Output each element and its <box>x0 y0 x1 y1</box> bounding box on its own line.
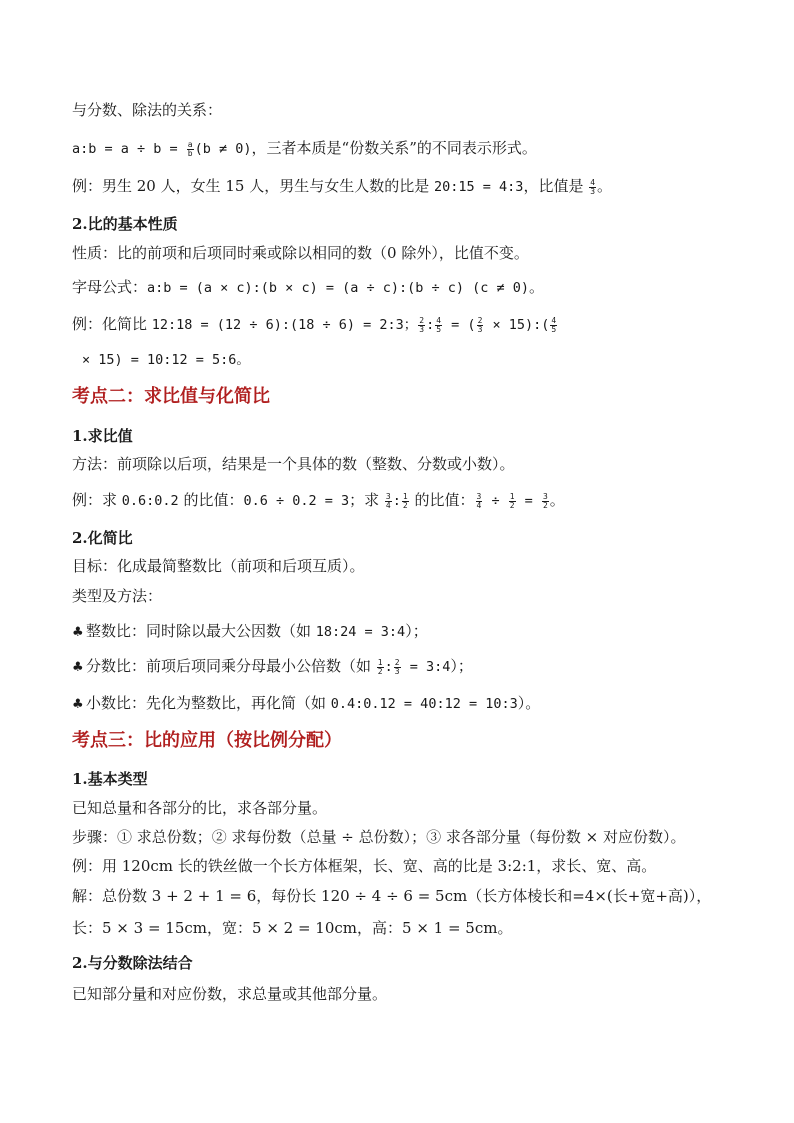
fraction: $\frac{3}{4}$ <box>385 491 391 510</box>
goal-text: 目标：化成最简整数比（前项和后项互质）。 <box>72 557 365 575</box>
fraction: $\frac{1}{2}$ <box>377 657 383 676</box>
fraction: $\frac{2}{3}$ <box>419 315 425 334</box>
simplify-example-cont: × 15) = 10:12 = 5:6。 <box>82 352 250 368</box>
desc-text: 已知总量和各部分的比，求各部分量。 <box>72 799 328 817</box>
section-heading: 2.与分数除法结合 <box>72 954 193 972</box>
relation-example: 例：男生 20 人，女生 15 人，男生与女生人数的比是 20:15 = 4:3，比值是 $\frac{4}{3}$ 。 <box>72 177 613 196</box>
relation-title: 与分数、除法的关系： <box>72 101 223 119</box>
solution-text: 解：总份数 3 + 2 + 1 = 6，每份长 120 ÷ 4 ÷ 6 = 5cm（长方体棱长和=4×(长+宽+高)）， <box>72 887 712 905</box>
club-bullet-icon: ♣ <box>72 660 84 675</box>
section-heading: 1.求比值 <box>72 427 133 445</box>
property-text: 性质：比的前项和后项同时乘或除以相同的数（0 除外），比值不变。 <box>72 244 529 262</box>
fraction: $\frac{3}{4}$ <box>476 491 482 510</box>
fraction: $\frac{1}{2}$ <box>402 491 408 510</box>
club-bullet-icon: ♣ <box>72 625 84 640</box>
list-item: ♣ 小数比：先化为整数比，再化简（如 0.4:0.12 = 40:12 = 10:3）。 <box>72 693 540 715</box>
desc-text: 已知部分量和对应份数，求总量或其他部分量。 <box>72 985 388 1003</box>
topic-heading: 考点二：求比值与化简比 <box>72 386 270 407</box>
list-item: ♣ 整数比：同时除以最大公因数（如 18:24 = 3:4）； <box>72 621 428 643</box>
topic-heading: 考点三：比的应用（按比例分配） <box>72 730 342 751</box>
fraction: $\frac{4}{3}$ <box>590 177 596 196</box>
section-heading: 1.基本类型 <box>72 770 148 788</box>
fraction: $\frac{2}{3}$ <box>394 657 400 676</box>
solution-text-cont: 长：5 × 3 = 15cm，宽：5 × 2 = 10cm，高：5 × 1 = 5cm。 <box>72 919 513 937</box>
method-text: 方法：前项除以后项，结果是一个具体的数（整数、分数或小数）。 <box>72 455 515 473</box>
club-bullet-icon: ♣ <box>72 697 84 712</box>
letter-formula: 字母公式：a:b = (a × c):(b × c) = (a ÷ c):(b ÷ c) (c ≠ 0)。 <box>72 278 545 296</box>
fraction: $\frac{4}{5}$ <box>551 315 557 334</box>
ratio-example: 例：求 0.6:0.2 的比值：0.6 ÷ 0.2 = 3；求 $\frac{3}{4}$ : $\frac{1}{2}$ 的比值： $\frac{3}{4}$ ÷ $\frac{1}{2}$ = $\frac{3}{2}$ 。 <box>72 491 565 510</box>
fraction: $\frac{3}{2}$ <box>542 491 548 510</box>
simplify-example: 例：化简比 12:18 = (12 ÷ 6):(18 ÷ 6) = 2:3； $\frac{2}{3}$ : $\frac{4}{5}$ = ( $\frac{2}{3}$ × 15):( $\frac{4}{5}$ <box>72 315 557 334</box>
types-text: 类型及方法： <box>72 587 163 605</box>
fraction: $\frac{a}{b}$ <box>187 139 193 158</box>
relation-formula: a:b = a ÷ b = $\frac{a}{b}$ (b ≠ 0)，三者本质是“份数关系”的不同表示形式。 <box>72 139 537 158</box>
section-heading: 2.比的基本性质 <box>72 215 178 233</box>
steps-text: 步骤：① 求总份数；② 求每份数（总量 ÷ 总份数）；③ 求各部分量（每份数 × 对应份数）。 <box>72 828 686 846</box>
section-heading: 2.化简比 <box>72 529 133 547</box>
fraction: $\frac{4}{5}$ <box>436 315 442 334</box>
fraction: $\frac{2}{3}$ <box>477 315 483 334</box>
example-text: 例：用 120cm 长的铁丝做一个长方体框架，长、宽、高的比是 3:2:1，求长、宽、高。 <box>72 857 657 875</box>
fraction: $\frac{1}{2}$ <box>509 491 515 510</box>
list-item: ♣ 分数比：前项后项同乘分母最小公倍数（如 $\frac{1}{2}$ : $\frac{2}{3}$ = 3:4）； <box>72 656 473 678</box>
